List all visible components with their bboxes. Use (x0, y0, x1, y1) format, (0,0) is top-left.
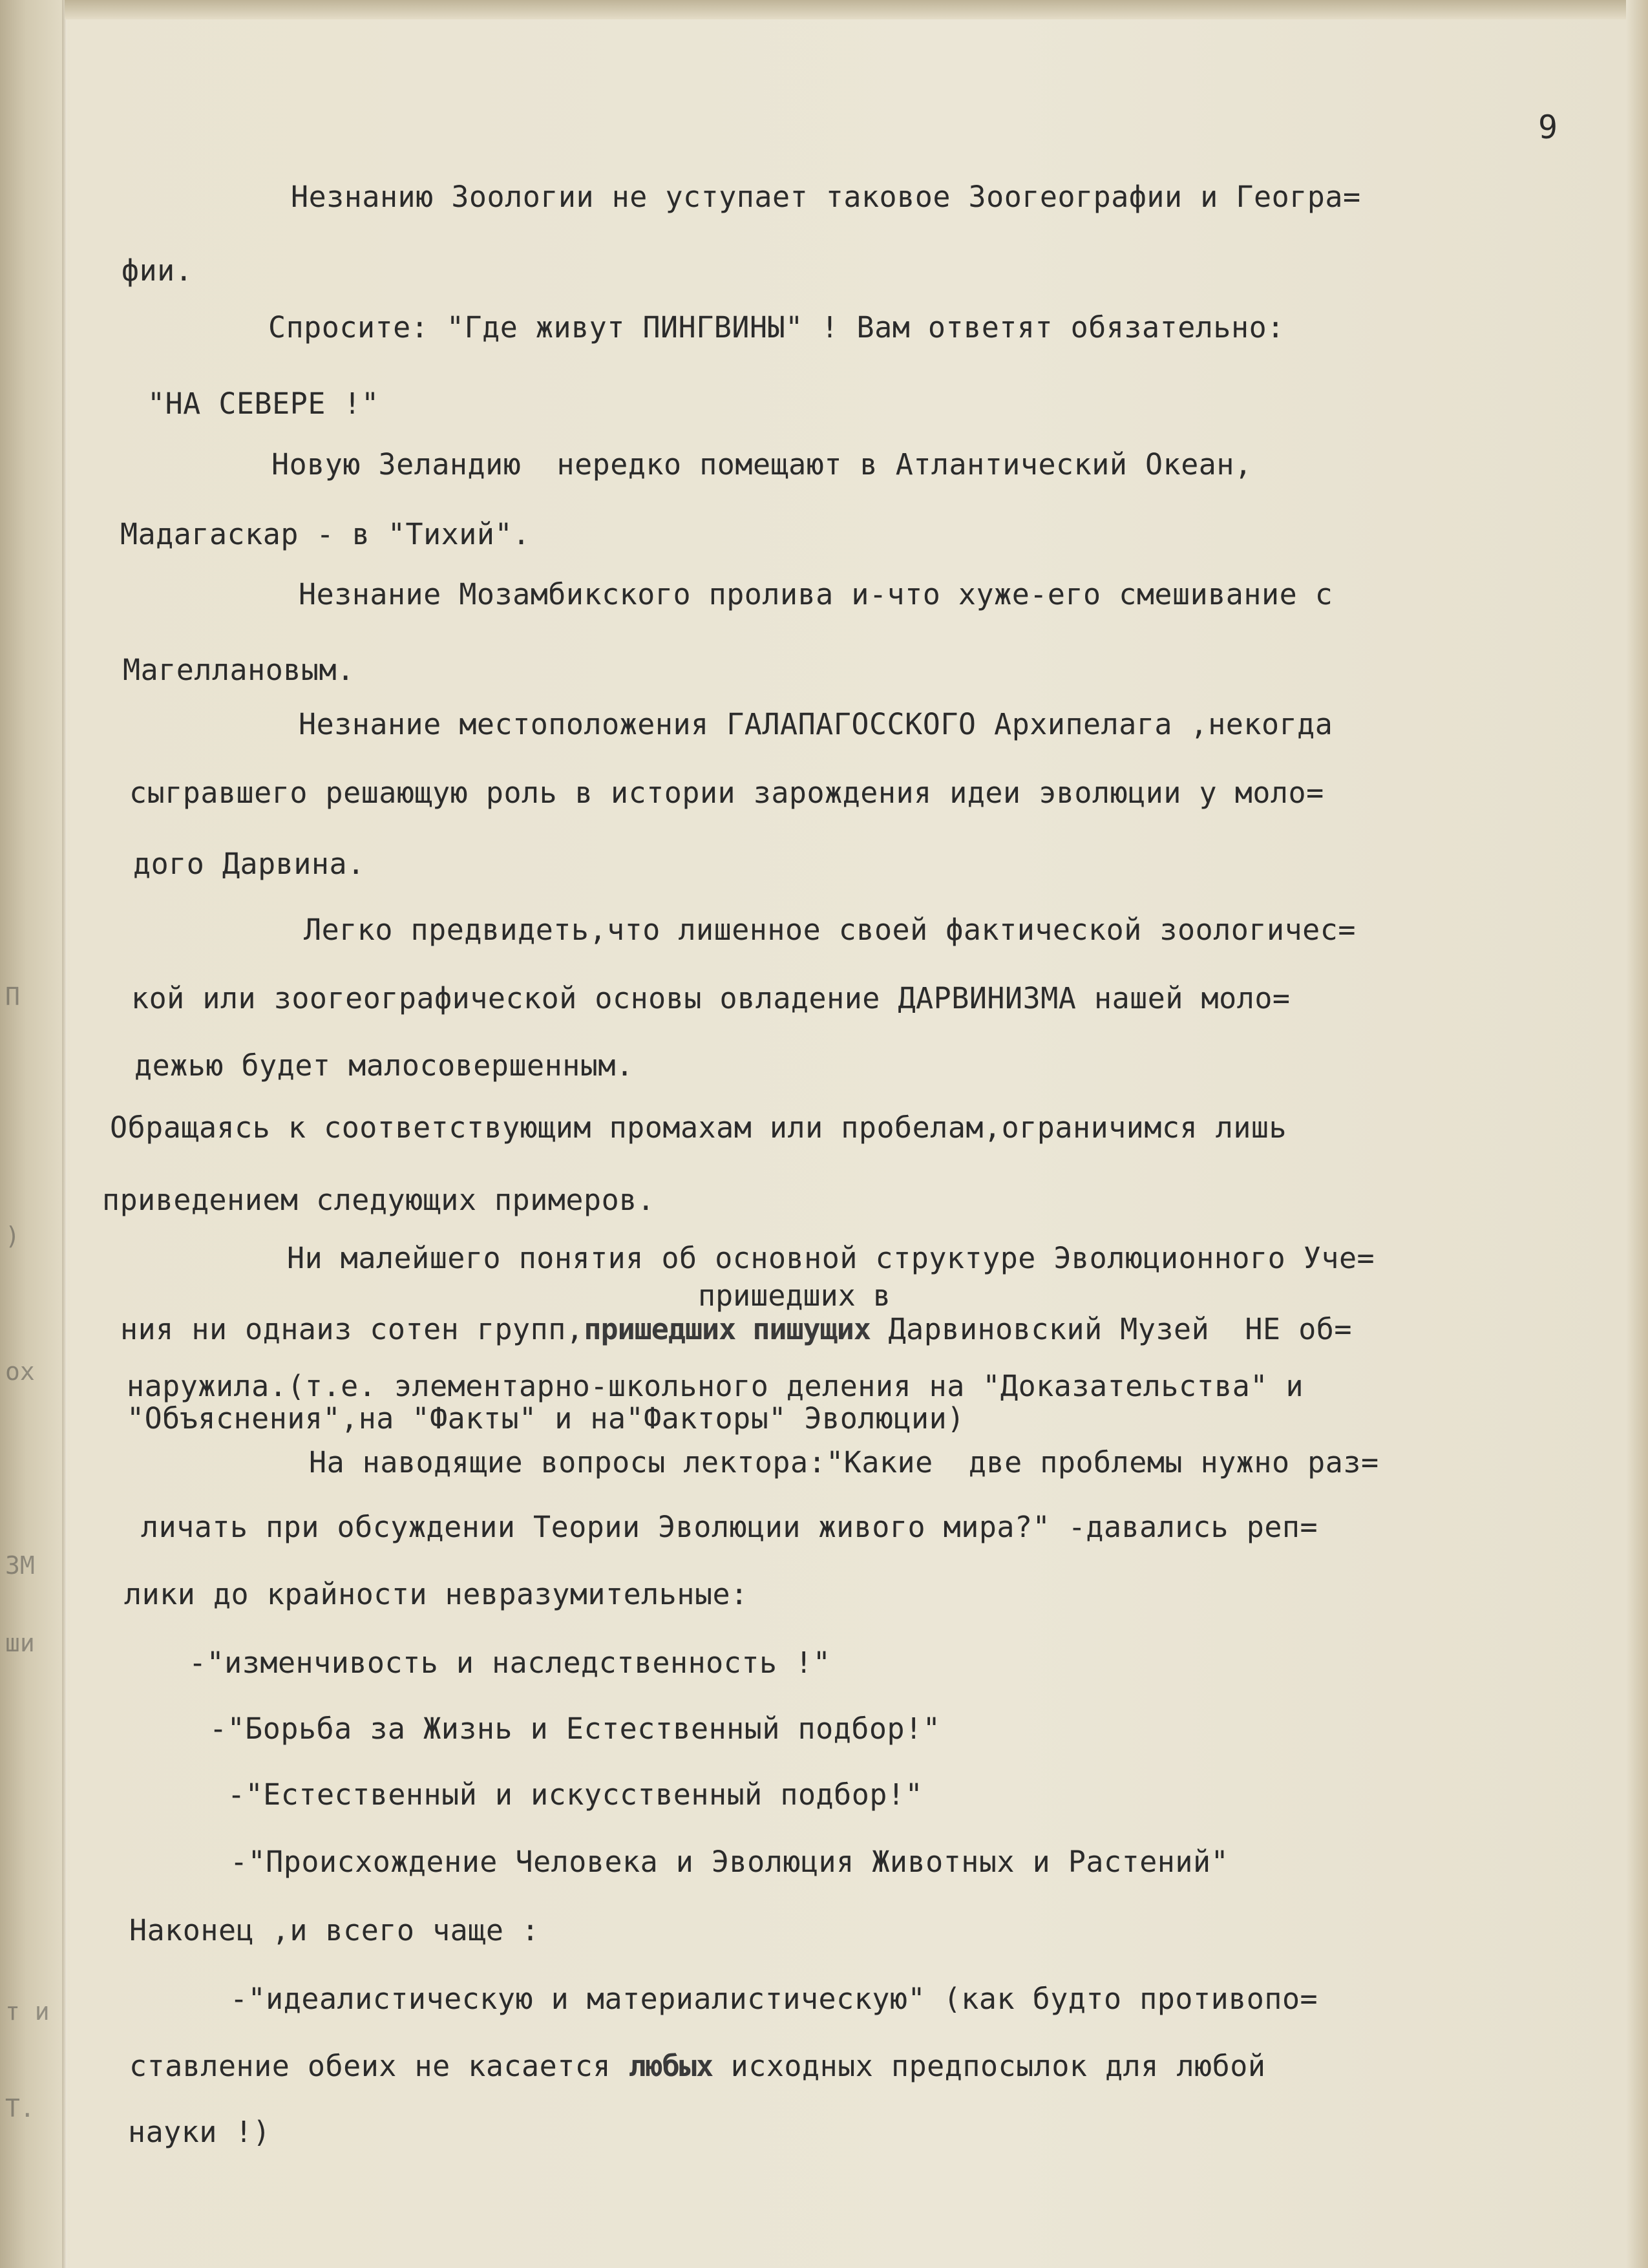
interlinear-insertion: пришедших в (698, 1278, 891, 1313)
page-top-edge (65, 0, 1648, 19)
text-line: Незнание Мозамбикского пролива и-что хуже-его смешивание с (299, 577, 1333, 611)
struck-out-text: любых (628, 2049, 713, 2083)
text-line: Незнание местоположения ГАЛАПАГОССКОГО Архипелага ,некогда (299, 707, 1333, 741)
text-segment: ния ни однаиз сотен групп, (120, 1312, 584, 1346)
text-line (129, 2049, 1265, 2083)
text-line: Обращаясь к соответствующим промахам или пробелам,ограничимся лишь (110, 1110, 1287, 1145)
text-line: "НА СЕВЕРЕ !" (147, 387, 379, 421)
text-line: кой или зоогеографической основы овладение ДАРВИНИЗМА нашей моло= (131, 981, 1291, 1015)
text-segment: ставление обеих не касается (129, 2049, 629, 2083)
edge-bleed-mark: П (5, 982, 20, 1011)
text-line: -"Естественный и искусственный подбор!" (227, 1777, 924, 1812)
page-number: 9 (1538, 109, 1558, 146)
text-line: -"Происхождение Человека и Эволюция Животных и Растений" (230, 1845, 1229, 1879)
page-fold-shadow (62, 0, 67, 2268)
page-right-edge (1626, 0, 1648, 2268)
struck-out-text: пришедших пишущих (584, 1312, 871, 1346)
text-line: Магеллановым. (123, 653, 355, 687)
text-line: Незнанию Зоологии не уступает таковое Зоогеографии и Геогра= (291, 180, 1361, 214)
text-line: дого Дарвина. (133, 847, 365, 881)
text-line: Спросите: "Где живут ПИНГВИНЫ" ! Вам ответят обязательно: (268, 310, 1285, 344)
edge-bleed-mark: ох (5, 1357, 35, 1386)
text-line: дежью будет малосовершенным. (134, 1048, 634, 1083)
text-line: Легко предвидеть,что лишенное своей фактической зоологичес= (304, 913, 1356, 947)
text-line: лики до крайности невразумительные: (124, 1577, 748, 1611)
text-segment: Дарвиновский Музей НЕ об= (870, 1312, 1352, 1346)
text-line: На наводящие вопросы лектора:"Какие две проблемы нужно раз= (309, 1445, 1379, 1479)
text-line: -"Борьба за Жизнь и Естественный подбор!" (209, 1712, 941, 1746)
text-line: наружила.(т.е. элементарно-школьного деления на "Доказательства" и (127, 1369, 1304, 1403)
page-left-edge (0, 0, 65, 2268)
text-line: приведением следующих примеров. (102, 1183, 655, 1217)
edge-bleed-mark: ЗМ (5, 1551, 35, 1580)
text-line: Мадагаскар - в "Тихий". (120, 517, 531, 551)
text-line: "Объяснения",на "Факты" и на"Факторы" Эволюции) (127, 1401, 965, 1436)
text-line: Наконец ,и всего чаще : (129, 1913, 540, 1947)
text-segment: исходных предпосылок для любой (713, 2049, 1266, 2083)
text-line: личать при обсуждении Теории Эволюции живого мира?" -давались реп= (141, 1510, 1318, 1544)
text-line: -"идеалистическую и материалистическую" (как будто противопо= (230, 1982, 1318, 2016)
text-line: науки !) (128, 2115, 271, 2149)
edge-bleed-mark: Т. (5, 2094, 35, 2123)
edge-bleed-mark: ) (5, 1222, 20, 1250)
edge-bleed-mark: ши (5, 1629, 35, 1657)
edge-bleed-mark: т и (5, 1997, 50, 2026)
text-line (120, 1312, 1352, 1346)
text-line: Новую Зеландию нередко помещают в Атлантический Океан, (271, 447, 1252, 482)
text-line: -"изменчивость и наследственность !" (189, 1646, 831, 1680)
text-line: сыгравшего решающую роль в истории зарождения идеи эволюции у моло= (129, 776, 1324, 810)
text-line: Ни малейшего понятия об основной структуре Эволюционного Уче= (287, 1241, 1375, 1275)
text-line: фии. (121, 253, 193, 288)
